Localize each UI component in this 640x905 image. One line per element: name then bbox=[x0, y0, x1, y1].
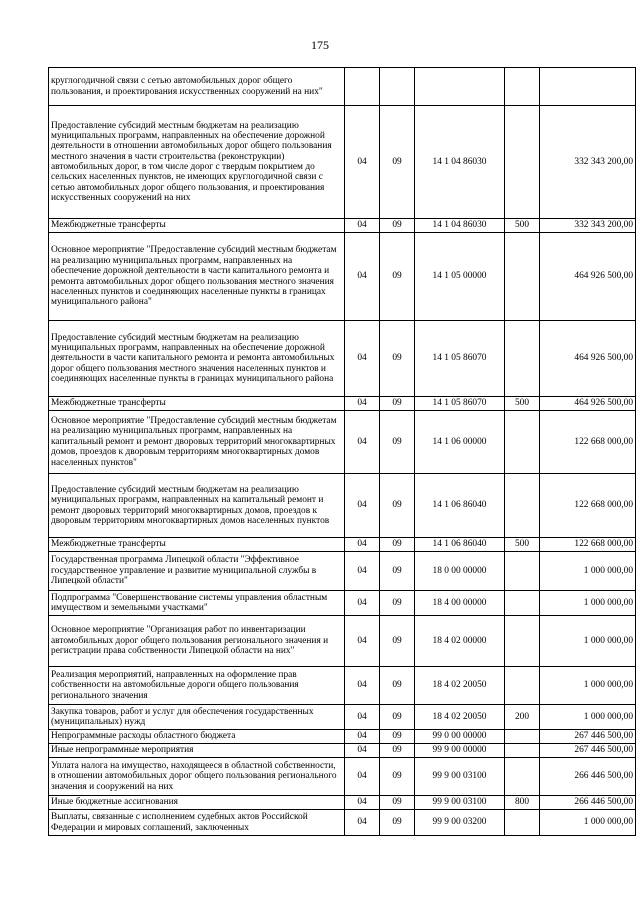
subsection-cell: 09 bbox=[380, 705, 415, 730]
target-code-cell: 18 4 00 00000 bbox=[415, 591, 505, 616]
table-row bbox=[49, 68, 636, 106]
target-code-cell: 14 1 05 86070 bbox=[415, 397, 505, 411]
expense-name-cell: Уплата налога на имущество, находящееся в областной собственности, в отношении автомобильных дорог общего пользования регионального значения и сооружений на них bbox=[49, 758, 345, 796]
subsection-cell: 09 bbox=[380, 552, 415, 591]
subsection-cell: 09 bbox=[380, 321, 415, 397]
expense-type-cell bbox=[505, 591, 540, 616]
table-row bbox=[49, 705, 636, 730]
target-code-cell: 14 1 06 00000 bbox=[415, 411, 505, 474]
section-cell: 04 bbox=[345, 616, 380, 667]
table-row bbox=[49, 474, 636, 538]
subsection-cell: 09 bbox=[380, 667, 415, 705]
amount-cell: 267 446 500,00 bbox=[540, 730, 636, 744]
expense-name-cell: Государственная программа Липецкой области "Эффективное государственное управление и развитие муниципальной службы в Липецкой области" bbox=[49, 552, 345, 591]
table-row bbox=[49, 411, 636, 474]
expense-type-cell bbox=[505, 616, 540, 667]
section-cell: 04 bbox=[345, 233, 380, 321]
section-cell: 04 bbox=[345, 538, 380, 552]
page-number: 175 bbox=[311, 38, 329, 52]
expense-name-cell: Основное мероприятие "Предоставление субсидий местным бюджетам на реализацию муниципальных программ, направленных на обеспечение дорожной деятельности в части капитального ремонта и ремонта автомобильных дорог общего пользования местного значения населенных пунктов и соединяющих населенные пункты в границах муниципального района" bbox=[49, 233, 345, 321]
expense-name-cell: Подпрограмма "Совершенствование системы управления областным имуществом и земельными участками" bbox=[49, 591, 345, 616]
section-cell: 04 bbox=[345, 411, 380, 474]
section-cell: 04 bbox=[345, 591, 380, 616]
amount-cell: 1 000 000,00 bbox=[540, 552, 636, 591]
section-cell: 04 bbox=[345, 667, 380, 705]
expense-type-cell bbox=[505, 233, 540, 321]
table-row bbox=[49, 538, 636, 552]
amount-cell: 122 668 000,00 bbox=[540, 538, 636, 552]
amount-cell: 266 446 500,00 bbox=[540, 796, 636, 810]
section-cell bbox=[345, 68, 380, 106]
subsection-cell: 09 bbox=[380, 796, 415, 810]
expense-type-cell bbox=[505, 758, 540, 796]
expense-type-cell: 200 bbox=[505, 705, 540, 730]
table-row bbox=[49, 321, 636, 397]
section-cell: 04 bbox=[345, 106, 380, 219]
amount-cell: 464 926 500,00 bbox=[540, 397, 636, 411]
expense-type-cell bbox=[505, 411, 540, 474]
subsection-cell: 09 bbox=[380, 233, 415, 321]
amount-cell: 122 668 000,00 bbox=[540, 474, 636, 538]
expense-name-cell: круглогодичной связи с сетью автомобильных дорог общего пользования, и проектирования искусственных сооружений на них" bbox=[49, 68, 345, 106]
expense-type-cell: 800 bbox=[505, 796, 540, 810]
expense-type-cell bbox=[505, 552, 540, 591]
expense-name-cell: Выплаты, связанные с исполнением судебных актов Российской Федерации и мировых соглашений, заключенных bbox=[49, 810, 345, 836]
target-code-cell bbox=[415, 68, 505, 106]
subsection-cell: 09 bbox=[380, 106, 415, 219]
expense-name-cell: Закупка товаров, работ и услуг для обеспечения государственных (муниципальных) нужд bbox=[49, 705, 345, 730]
table-row bbox=[49, 758, 636, 796]
subsection-cell: 09 bbox=[380, 538, 415, 552]
expense-name-cell: Межбюджетные трансферты bbox=[49, 219, 345, 233]
amount-cell: 1 000 000,00 bbox=[540, 705, 636, 730]
subsection-cell: 09 bbox=[380, 758, 415, 796]
section-cell: 04 bbox=[345, 219, 380, 233]
amount-cell: 1 000 000,00 bbox=[540, 667, 636, 705]
amount-cell: 332 343 200,00 bbox=[540, 106, 636, 219]
table-row bbox=[49, 233, 636, 321]
expense-name-cell: Реализация мероприятий, направленных на оформление прав собственности на автомобильные дороги общего пользования регионального значения bbox=[49, 667, 345, 705]
table-row bbox=[49, 667, 636, 705]
amount-cell: 266 446 500,00 bbox=[540, 758, 636, 796]
target-code-cell: 14 1 06 86040 bbox=[415, 538, 505, 552]
section-cell: 04 bbox=[345, 758, 380, 796]
budget-table-body bbox=[49, 68, 636, 836]
budget-table bbox=[48, 67, 636, 836]
subsection-cell: 09 bbox=[380, 744, 415, 758]
subsection-cell bbox=[380, 68, 415, 106]
target-code-cell: 18 4 02 20050 bbox=[415, 667, 505, 705]
expense-type-cell bbox=[505, 744, 540, 758]
subsection-cell: 09 bbox=[380, 219, 415, 233]
section-cell: 04 bbox=[345, 321, 380, 397]
expense-name-cell: Межбюджетные трансферты bbox=[49, 538, 345, 552]
section-cell: 04 bbox=[345, 810, 380, 836]
expense-name-cell: Иные бюджетные ассигнования bbox=[49, 796, 345, 810]
expense-name-cell: Предоставление субсидий местным бюджетам на реализацию муниципальных программ, направленных на капитальный ремонт и ремонт дворовых территорий многоквартирных домов, проездов к дворовым территориям многоквартирных домов населенных пунктов bbox=[49, 474, 345, 538]
expense-type-cell: 500 bbox=[505, 538, 540, 552]
subsection-cell: 09 bbox=[380, 591, 415, 616]
table-row bbox=[49, 106, 636, 219]
expense-type-cell bbox=[505, 474, 540, 538]
subsection-cell: 09 bbox=[380, 397, 415, 411]
amount-cell: 267 446 500,00 bbox=[540, 744, 636, 758]
table-row bbox=[49, 397, 636, 411]
expense-name-cell: Основное мероприятие "Организация работ по инвентаризации автомобильных дорог общего пользования регионального значения и регистрации права собственности Липецкой области на них" bbox=[49, 616, 345, 667]
table-row bbox=[49, 552, 636, 591]
target-code-cell: 99 9 00 03200 bbox=[415, 810, 505, 836]
amount-cell: 1 000 000,00 bbox=[540, 591, 636, 616]
table-row bbox=[49, 744, 636, 758]
expense-type-cell bbox=[505, 667, 540, 705]
subsection-cell: 09 bbox=[380, 411, 415, 474]
target-code-cell: 18 4 02 00000 bbox=[415, 616, 505, 667]
expense-type-cell: 500 bbox=[505, 397, 540, 411]
subsection-cell: 09 bbox=[380, 616, 415, 667]
amount-cell: 464 926 500,00 bbox=[540, 233, 636, 321]
expense-type-cell: 500 bbox=[505, 219, 540, 233]
subsection-cell: 09 bbox=[380, 474, 415, 538]
expense-type-cell bbox=[505, 321, 540, 397]
expense-name-cell: Предоставление субсидий местным бюджетам на реализацию муниципальных программ, направленных на обеспечение дорожной деятельности в части капитального ремонта и ремонта автомобильных дорог общего пользования местного значения населенных пунктов и соединяющих населенные пункты в границах муниципального района bbox=[49, 321, 345, 397]
expense-type-cell bbox=[505, 730, 540, 744]
section-cell: 04 bbox=[345, 552, 380, 591]
table-row bbox=[49, 730, 636, 744]
section-cell: 04 bbox=[345, 705, 380, 730]
expense-name-cell: Предоставление субсидий местным бюджетам на реализацию муниципальных программ, направленных на обеспечение дорожной деятельности в отношении автомобильных дорог общего пользования местного значения в части строительства (реконструкции) автомобильных дорог, в том числе дорог с твердым покрытием до сельских населенных пунктов, не имеющих круглогодичной связи с сетью автомобильных дорог общего пользования, и проектирования искусственных сооружений на них bbox=[49, 106, 345, 219]
expense-type-cell bbox=[505, 106, 540, 219]
target-code-cell: 18 0 00 00000 bbox=[415, 552, 505, 591]
section-cell: 04 bbox=[345, 744, 380, 758]
expense-name-cell: Иные непрограммные мероприятия bbox=[49, 744, 345, 758]
amount-cell: 332 343 200,00 bbox=[540, 219, 636, 233]
target-code-cell: 99 9 00 00000 bbox=[415, 744, 505, 758]
table-row bbox=[49, 796, 636, 810]
target-code-cell: 14 1 04 86030 bbox=[415, 219, 505, 233]
target-code-cell: 99 9 00 03100 bbox=[415, 796, 505, 810]
section-cell: 04 bbox=[345, 474, 380, 538]
target-code-cell: 99 9 00 03100 bbox=[415, 758, 505, 796]
amount-cell: 1 000 000,00 bbox=[540, 810, 636, 836]
expense-name-cell: Непрограммные расходы областного бюджета bbox=[49, 730, 345, 744]
amount-cell: 1 000 000,00 bbox=[540, 616, 636, 667]
amount-cell: 464 926 500,00 bbox=[540, 321, 636, 397]
expense-name-cell: Основное мероприятие "Предоставление субсидий местным бюджетам на реализацию муниципальных программ, направленных на капитальный ремонт и ремонт дворовых территорий многоквартирных домов, проездов к дворовым территориям многоквартирных домов населенных пунктов" bbox=[49, 411, 345, 474]
target-code-cell: 99 0 00 00000 bbox=[415, 730, 505, 744]
table-row bbox=[49, 219, 636, 233]
amount-cell: 122 668 000,00 bbox=[540, 411, 636, 474]
expense-type-cell bbox=[505, 68, 540, 106]
section-cell: 04 bbox=[345, 796, 380, 810]
section-cell: 04 bbox=[345, 397, 380, 411]
target-code-cell: 18 4 02 20050 bbox=[415, 705, 505, 730]
subsection-cell: 09 bbox=[380, 730, 415, 744]
target-code-cell: 14 1 04 86030 bbox=[415, 106, 505, 219]
target-code-cell: 14 1 06 86040 bbox=[415, 474, 505, 538]
section-cell: 04 bbox=[345, 730, 380, 744]
table-row bbox=[49, 616, 636, 667]
subsection-cell: 09 bbox=[380, 810, 415, 836]
target-code-cell: 14 1 05 86070 bbox=[415, 321, 505, 397]
expense-name-cell: Межбюджетные трансферты bbox=[49, 397, 345, 411]
expense-type-cell bbox=[505, 810, 540, 836]
table-row bbox=[49, 591, 636, 616]
target-code-cell: 14 1 05 00000 bbox=[415, 233, 505, 321]
amount-cell bbox=[540, 68, 636, 106]
table-row bbox=[49, 810, 636, 836]
